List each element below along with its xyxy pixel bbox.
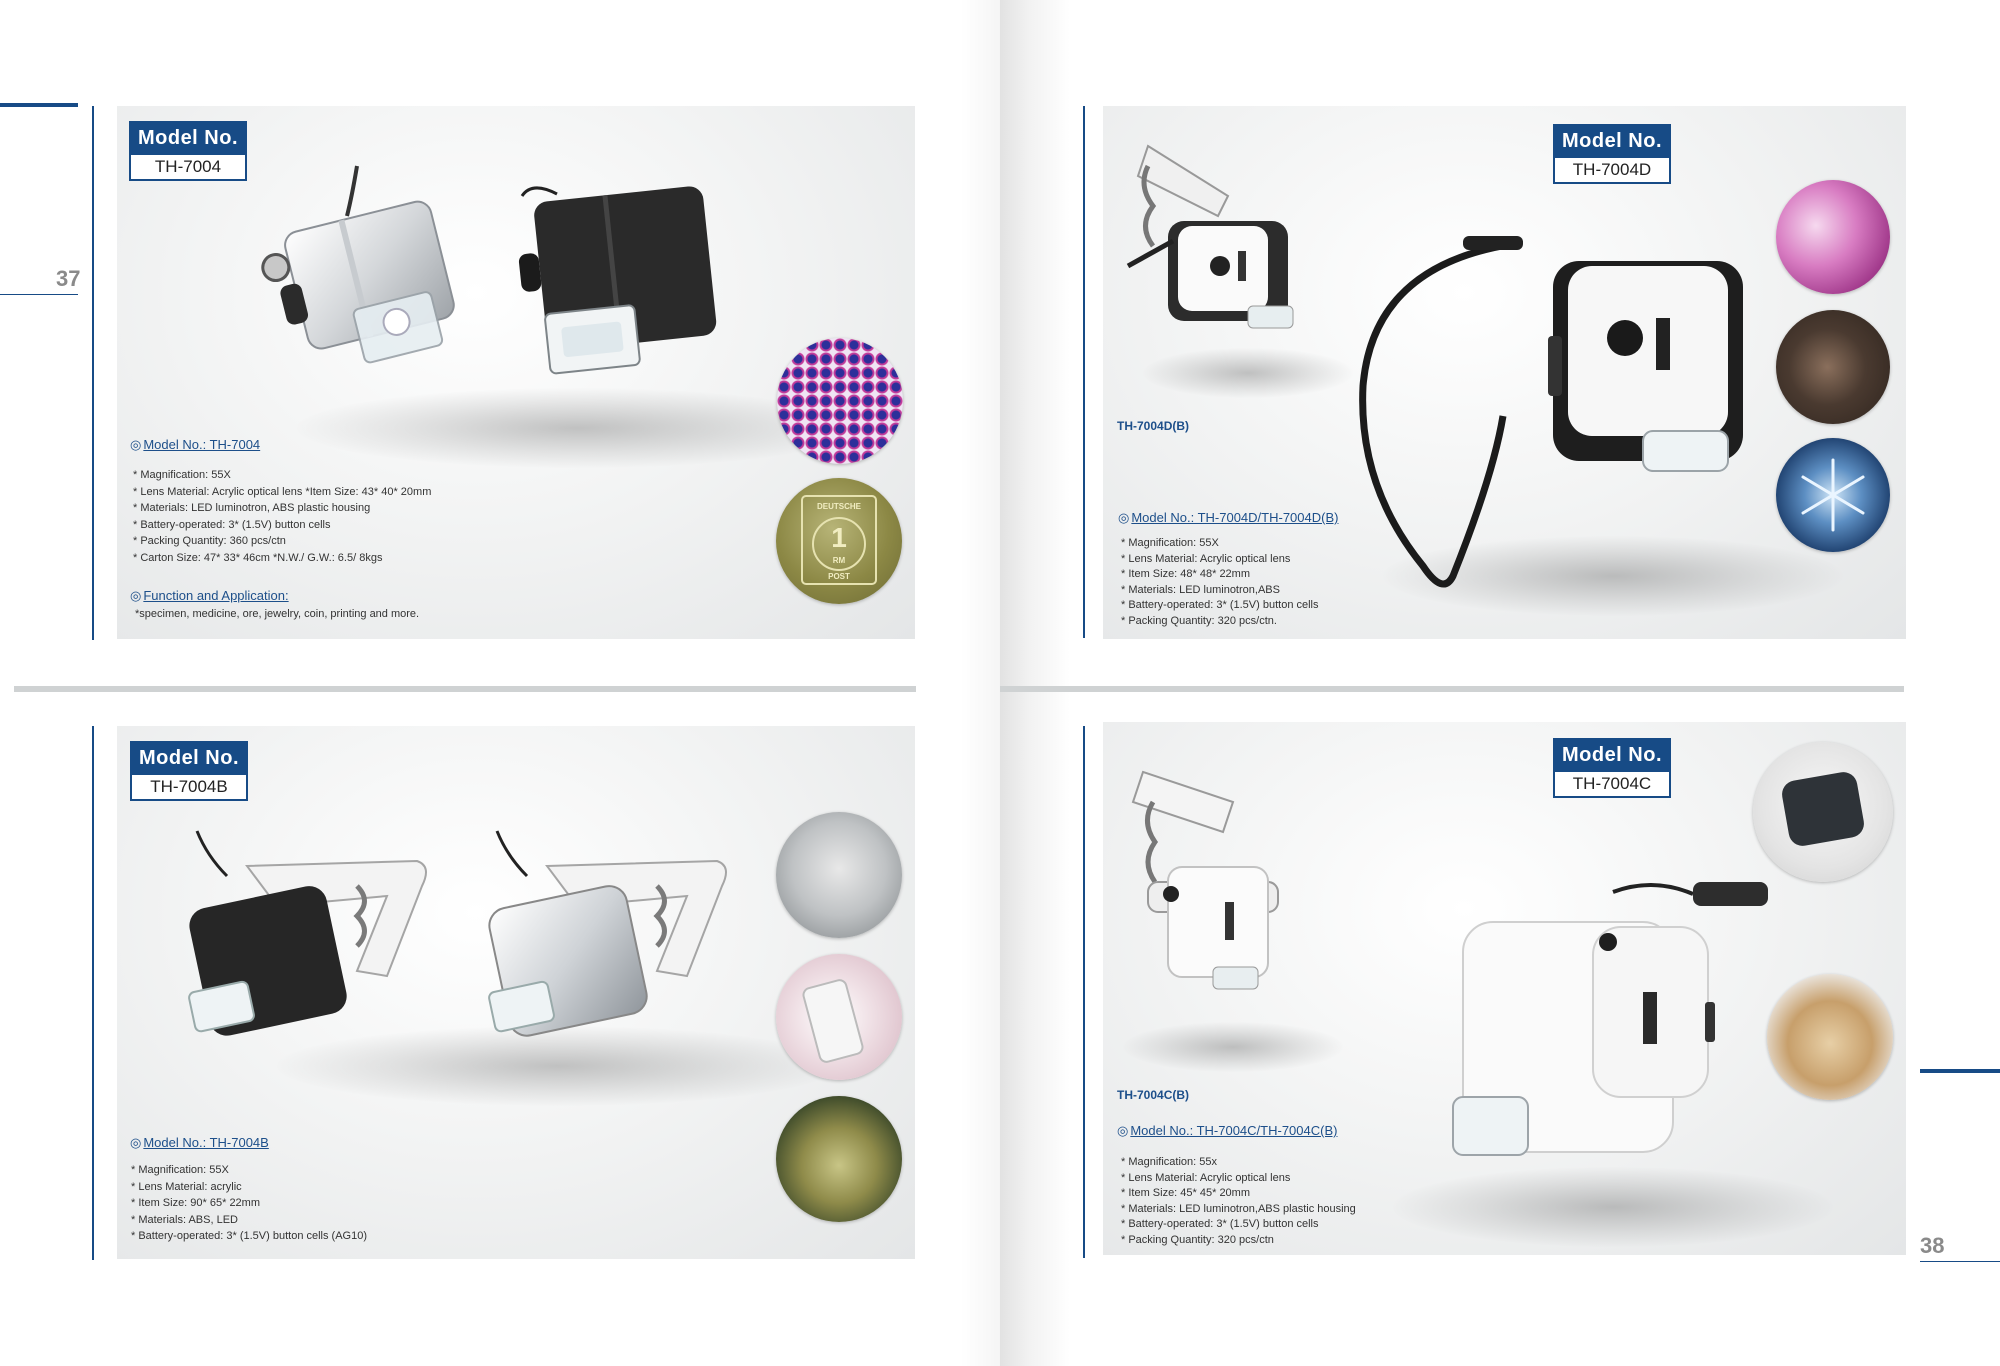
spec-item: * Battery-operated: 3* (1.5V) button cells <box>1121 1218 1319 1230</box>
right-bottom-accent-bar <box>1920 1069 2000 1073</box>
stamp-text-bottom: POST <box>828 572 850 581</box>
model-badge <box>130 741 248 801</box>
left-top-accent-bar <box>0 103 78 107</box>
spec-item: * Materials: LED luminotron, ABS plastic housing <box>133 502 371 514</box>
thumbnail-printed-dots <box>777 338 903 464</box>
spec-item: * Battery-operated: 3* (1.5V) button cells (AG10) <box>131 1230 368 1242</box>
model-heading <box>130 437 260 453</box>
thumbnail-compact-microscope <box>1753 742 1893 882</box>
product-image-black-microscope <box>502 176 742 396</box>
variant-label: TH-7004D(B) <box>1117 419 1190 433</box>
spec-item: * Lens Material: Acrylic optical lens <box>1121 552 1291 565</box>
stamp-text-value: 1 <box>831 522 847 553</box>
model-heading-symbol: ◎ <box>130 437 142 452</box>
model-heading-text: Model No.: TH-7004 <box>143 437 261 452</box>
snowflake-icon <box>1776 438 1890 552</box>
function-description: *specimen, medicine, ore, jewelry, coin, printing and more. <box>135 608 420 620</box>
model-badge <box>1553 124 1671 184</box>
right-top-vertical-rule <box>1083 106 1085 638</box>
model-badge <box>129 121 247 181</box>
spec-item: * Packing Quantity: 320 pcs/ctn. <box>1121 614 1277 627</box>
spec-list <box>1121 536 1319 629</box>
spec-item: * Battery-operated: 3* (1.5V) button cells <box>1121 599 1319 611</box>
stamp-text-top: DEUTSCHE <box>816 502 861 511</box>
right-page-number-rule <box>1920 1261 2000 1262</box>
thumbnail-leaf-closeup <box>1767 974 1893 1100</box>
page-number-right: 38 <box>1920 1233 1945 1258</box>
model-badge-label: Model No. <box>1553 738 1671 772</box>
model-heading <box>1118 510 1338 526</box>
model-badge-number: TH-7004D <box>1553 158 1671 184</box>
product-panel-th-7004c <box>1103 722 1906 1255</box>
spec-item: * Packing Quantity: 320 pcs/ctn <box>1121 1233 1274 1246</box>
model-heading-symbol: ◎ <box>130 1135 142 1150</box>
product-image-silver-clip-microscope <box>457 826 737 1056</box>
product-image-microscope-with-lanyard <box>1343 226 1763 616</box>
product-image-silver-microscope <box>237 156 497 406</box>
spec-item: * Item Size: 48* 48* 22mm <box>1121 568 1251 580</box>
product-shadow-small <box>1123 1022 1343 1072</box>
model-heading-symbol: ◎ <box>1118 510 1130 525</box>
product-panel-th-7004 <box>117 106 915 639</box>
spec-list <box>133 467 431 566</box>
product-image-black-clip-microscope <box>157 826 437 1056</box>
product-image-white-microscope-with-strap <box>1443 882 1783 1182</box>
right-section-separator <box>1000 686 1904 692</box>
product-panel-th-7004b <box>117 726 915 1259</box>
spec-item: * Lens Material: acrylic <box>131 1180 242 1193</box>
thumbnail-stamp <box>776 478 902 604</box>
model-badge <box>1553 738 1671 798</box>
spec-item: * Packing Quantity: 360 pcs/ctn <box>133 535 286 547</box>
left-top-vertical-rule <box>92 106 94 640</box>
product-panel-th-7004d <box>1103 106 1906 639</box>
right-bottom-vertical-rule <box>1083 726 1085 1258</box>
model-badge-number: TH-7004C <box>1553 772 1671 798</box>
spec-list <box>1121 1155 1356 1248</box>
model-badge-number: TH-7004 <box>129 155 247 181</box>
spec-item: * Carton Size: 47* 33* 46cm *N.W./ G.W.: 6.5/ 8kgs <box>133 551 383 564</box>
spec-item: * Materials: LED luminotron,ABS plastic housing <box>1121 1202 1356 1215</box>
model-heading-text: Model No.: TH-7004B <box>143 1135 269 1150</box>
product-image-clip-microscope-small <box>1108 136 1298 356</box>
spec-list <box>131 1162 367 1245</box>
function-heading-text: Function and Application: <box>143 588 289 603</box>
function-heading <box>130 588 289 604</box>
spec-item: * Materials: ABS, LED <box>131 1213 238 1226</box>
left-bottom-vertical-rule <box>92 726 94 1260</box>
thumbnail-insect <box>1776 310 1890 424</box>
spec-item: * Lens Material: Acrylic optical lens *Item Size: 43* 40* 20mm <box>133 485 432 498</box>
model-heading-symbol: ◎ <box>1117 1123 1129 1138</box>
spec-item: * Magnification: 55X <box>1121 537 1219 549</box>
left-page-number-rule <box>0 294 78 295</box>
spec-item: * Magnification: 55X <box>133 469 231 481</box>
model-badge-number: TH-7004B <box>130 775 248 801</box>
left-section-separator <box>14 686 916 692</box>
spec-item: * Materials: LED luminotron,ABS <box>1121 583 1280 596</box>
model-heading-text: Model No.: TH-7004D/TH-7004D(B) <box>1131 510 1339 525</box>
spec-item: * Item Size: 90* 65* 22mm <box>131 1197 261 1209</box>
compact-microscope-shape <box>1780 770 1866 848</box>
model-badge-label: Model No. <box>129 121 247 155</box>
spec-item: * Item Size: 45* 45* 20mm <box>1121 1187 1251 1199</box>
model-badge-label: Model No. <box>130 741 248 775</box>
model-heading <box>1117 1123 1337 1139</box>
model-heading <box>130 1135 269 1151</box>
stamp-text-unit: RM <box>832 556 846 565</box>
function-heading-symbol: ◎ <box>130 588 142 603</box>
spec-item: * Magnification: 55x <box>1121 1156 1217 1168</box>
book-gutter <box>960 0 1000 1366</box>
thumbnail-phone-screen <box>776 954 902 1080</box>
thumbnail-water-droplets <box>1776 180 1890 294</box>
product-image-white-clip-microscope-small <box>1113 762 1313 1002</box>
model-heading-text: Model No.: TH-7004C/TH-7004C(B) <box>1130 1123 1338 1138</box>
page-number-left: 37 <box>56 266 81 291</box>
thumbnail-snowflake <box>1776 438 1890 552</box>
thumbnail-phone-attached <box>776 812 902 938</box>
variant-label: TH-7004C(B) <box>1117 1088 1190 1102</box>
model-badge-label: Model No. <box>1553 124 1671 158</box>
spec-item: * Battery-operated: 3* (1.5V) button cells <box>133 518 331 531</box>
phone-shape <box>801 977 866 1064</box>
spec-item: * Lens Material: Acrylic optical lens <box>1121 1171 1291 1184</box>
thumbnail-pollen-grain <box>776 1096 902 1222</box>
spec-item: * Magnification: 55X <box>131 1164 229 1176</box>
